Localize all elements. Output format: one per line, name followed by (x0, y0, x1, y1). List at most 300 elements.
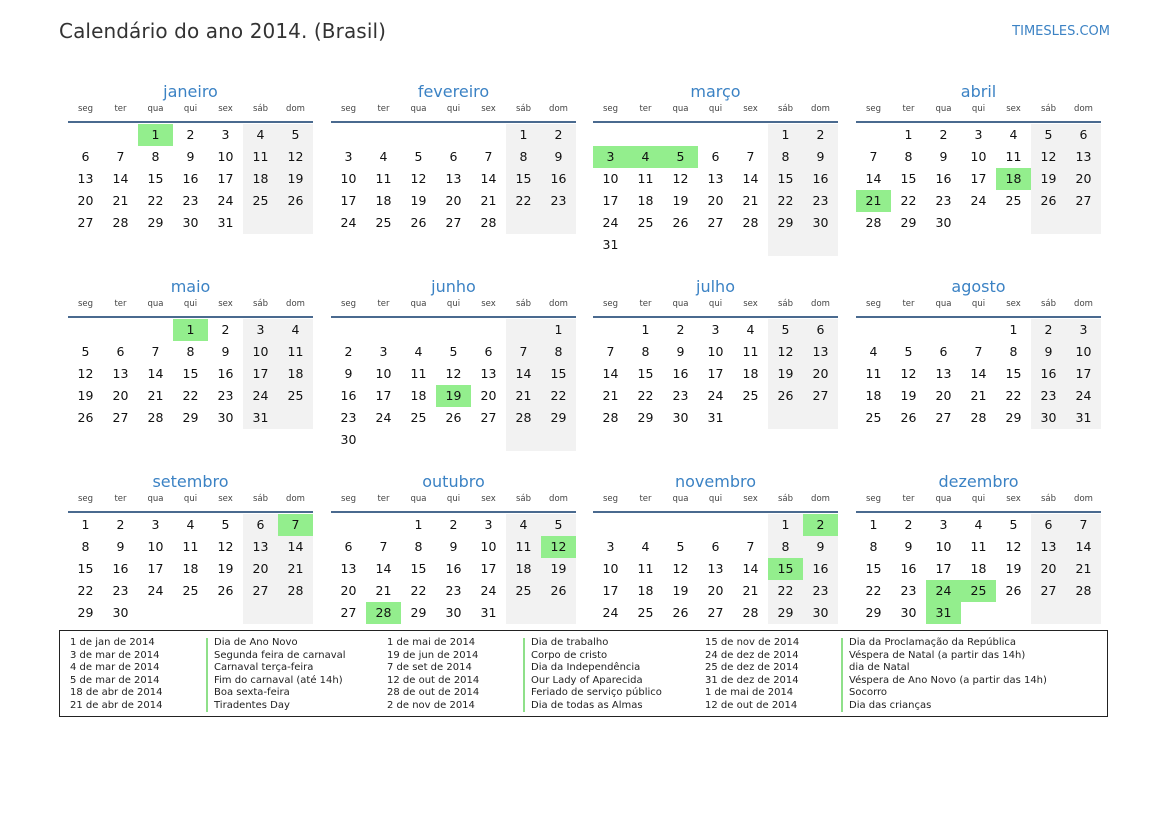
legend-date: 1 de jan de 2014 (70, 637, 155, 648)
day-cell: 26 (445, 410, 462, 425)
weekday-label: ter (377, 299, 390, 309)
day-cell: 21 (1075, 561, 1092, 576)
month-3 (856, 82, 1101, 234)
day-cell: 9 (221, 344, 230, 359)
day-cell: 30 (217, 410, 234, 425)
legend-date: 2 de nov de 2014 (387, 699, 475, 711)
day-cell: 31 (1075, 410, 1092, 425)
day-cell: 3 (344, 149, 353, 164)
weekday-label: qua (935, 104, 952, 114)
day-cell: 25 (637, 215, 654, 230)
header-rule (593, 511, 838, 513)
day-cell: 22 (182, 388, 199, 403)
day-cell: 5 (904, 344, 913, 359)
day-cell: 31 (217, 215, 234, 230)
weekday-label: sáb (1040, 299, 1057, 309)
weekday-label: qui (708, 104, 723, 114)
day-cell: 30 (672, 410, 689, 425)
weekday-label: sáb (252, 299, 269, 309)
header-rule (593, 316, 838, 318)
weekday-label: ter (377, 494, 390, 504)
day-cell: 26 (550, 583, 567, 598)
day-cell: 20 (1075, 171, 1092, 186)
day-cell: 16 (812, 561, 829, 576)
day-cell: 6 (449, 149, 458, 164)
day-cell: 26 (672, 605, 689, 620)
weekday-label: sáb (252, 494, 269, 504)
weekday-label: sex (1006, 494, 1021, 504)
day-cell: 27 (1075, 193, 1092, 208)
day-cell: 3 (711, 322, 720, 337)
day-cell: 20 (707, 193, 724, 208)
month-name: outubro (422, 472, 485, 491)
day-cell: 26 (900, 410, 917, 425)
legend-names (849, 637, 1047, 712)
header-rule (331, 316, 576, 318)
day-cell: 13 (445, 171, 462, 186)
day-cell: 15 (77, 561, 94, 576)
weekday-label: sex (218, 299, 233, 309)
day-cell: 1 (414, 517, 423, 532)
day-cell: 1 (1009, 322, 1018, 337)
day-cell: 1 (781, 517, 790, 532)
day-cell: 3 (939, 517, 948, 532)
holiday-day-cell: 21 (856, 190, 891, 212)
legend-color-bar (841, 638, 843, 712)
legend-holiday-name: Socorro (849, 687, 888, 698)
day-cell: 4 (1009, 127, 1018, 142)
day-cell: 12 (900, 366, 917, 381)
day-cell: 17 (480, 561, 497, 576)
month-name: setembro (152, 472, 229, 491)
holiday-day-cell: 31 (926, 602, 961, 624)
day-cell: 27 (340, 605, 357, 620)
day-cell: 20 (77, 193, 94, 208)
header-rule (331, 511, 576, 513)
day-cell: 14 (480, 171, 497, 186)
legend-holiday-name: Dia de trabalho (531, 637, 609, 648)
weekday-label: dom (286, 104, 305, 114)
day-cell: 10 (707, 344, 724, 359)
day-cell: 4 (746, 322, 755, 337)
legend-dates (387, 637, 479, 712)
legend-holiday-name: Corpo de cristo (531, 649, 608, 661)
day-cell: 11 (1005, 149, 1022, 164)
month-name: fevereiro (417, 82, 490, 101)
day-cell: 16 (445, 561, 462, 576)
weekday-label: ter (639, 104, 652, 114)
day-cell: 12 (445, 366, 462, 381)
day-cell: 15 (777, 171, 794, 186)
weekday-label: qui (446, 104, 461, 114)
legend-holiday-name: Carnaval terça-feira (214, 662, 314, 673)
day-cell: 3 (151, 517, 160, 532)
day-cell: 21 (147, 388, 164, 403)
day-cell: 26 (77, 410, 94, 425)
day-cell: 27 (812, 388, 829, 403)
month-0 (68, 82, 313, 234)
legend-holiday-name: dia de Natal (849, 662, 910, 673)
brand-link[interactable]: TIMESLES.COM (1012, 24, 1110, 39)
day-cell: 26 (410, 215, 427, 230)
day-cell: 11 (515, 539, 532, 554)
legend-date: 1 de mai de 2014 (387, 637, 476, 648)
header-rule (68, 121, 313, 123)
day-cell: 5 (781, 322, 790, 337)
day-cell: 17 (602, 193, 619, 208)
day-cell: 18 (410, 388, 427, 403)
day-cell: 23 (812, 583, 829, 598)
day-cell: 11 (182, 539, 199, 554)
day-cell: 10 (935, 539, 952, 554)
day-cell: 27 (77, 215, 94, 230)
weekday-label: seg (602, 494, 619, 504)
day-cell: 7 (379, 539, 388, 554)
holiday-day-cell: 7 (278, 514, 313, 536)
day-cell: 19 (287, 171, 304, 186)
day-cell: 15 (147, 171, 164, 186)
day-cell: 27 (1040, 583, 1057, 598)
holiday-day-cell: 19 (436, 385, 471, 407)
day-cell: 22 (147, 193, 164, 208)
day-cell: 6 (939, 344, 948, 359)
day-cell: 10 (252, 344, 269, 359)
day-cell: 16 (217, 366, 234, 381)
weekday-label: dom (811, 104, 830, 114)
weekday-label: dom (811, 299, 830, 309)
day-cell: 25 (252, 193, 269, 208)
day-cell: 1 (904, 127, 913, 142)
day-cell: 7 (116, 149, 125, 164)
day-cell: 9 (816, 539, 825, 554)
day-cell: 3 (974, 127, 983, 142)
day-cell: 7 (151, 344, 160, 359)
day-cell: 12 (1005, 539, 1022, 554)
day-cell: 4 (291, 322, 300, 337)
day-cell: 30 (340, 432, 357, 447)
day-cell: 11 (410, 366, 427, 381)
legend-holiday-name: Véspera de Natal (a partir das 14h) (849, 649, 1026, 661)
day-cell: 15 (182, 366, 199, 381)
day-cell: 30 (900, 605, 917, 620)
day-cell: 5 (449, 344, 458, 359)
legend-date: 4 de mar de 2014 (70, 662, 160, 673)
weekday-label: sáb (1040, 494, 1057, 504)
weekday-label: qua (147, 494, 164, 504)
header-rule (331, 121, 576, 123)
weekday-label: qui (183, 299, 198, 309)
day-cell: 7 (869, 149, 878, 164)
day-cell: 8 (1009, 344, 1018, 359)
day-cell: 29 (1005, 410, 1022, 425)
day-cell: 6 (816, 322, 825, 337)
day-cell: 12 (1040, 149, 1057, 164)
legend-holiday-name: Véspera de Ano Novo (a partir das 14h) (849, 674, 1047, 686)
day-cell: 3 (221, 127, 230, 142)
day-cell: 13 (340, 561, 357, 576)
day-cell: 19 (410, 193, 427, 208)
day-cell: 10 (480, 539, 497, 554)
weekday-label: sáb (515, 494, 532, 504)
day-cell: 9 (116, 539, 125, 554)
day-cell: 2 (939, 127, 948, 142)
day-cell: 11 (637, 171, 654, 186)
holiday-day-cell: 1 (138, 124, 173, 146)
day-cell: 10 (602, 171, 619, 186)
day-cell: 16 (550, 171, 567, 186)
day-cell: 15 (515, 171, 532, 186)
day-cell: 8 (414, 539, 423, 554)
day-cell: 17 (217, 171, 234, 186)
weekday-label: seg (602, 299, 619, 309)
day-cell: 10 (1075, 344, 1092, 359)
weekday-label: sáb (252, 104, 269, 114)
day-cell: 2 (116, 517, 125, 532)
day-cell: 8 (869, 539, 878, 554)
holiday-day-cell: 5 (663, 146, 698, 168)
legend-date: 28 de out de 2014 (387, 687, 480, 698)
weekday-label: qua (410, 494, 427, 504)
day-cell: 28 (515, 410, 532, 425)
weekday-label: sex (1006, 104, 1021, 114)
day-cell: 1 (554, 322, 563, 337)
day-cell: 7 (606, 344, 615, 359)
legend-holiday-name: Dia de Ano Novo (214, 637, 298, 648)
day-cell: 18 (970, 561, 987, 576)
day-cell: 30 (812, 215, 829, 230)
day-cell: 12 (777, 344, 794, 359)
day-cell: 16 (672, 366, 689, 381)
day-cell: 14 (147, 366, 164, 381)
legend-holiday-name: Dia da Independência (531, 662, 641, 673)
day-cell: 30 (112, 605, 129, 620)
month-2 (593, 82, 838, 256)
month-5 (331, 277, 576, 451)
month-11 (856, 472, 1101, 624)
day-cell: 19 (900, 388, 917, 403)
day-cell: 15 (550, 366, 567, 381)
day-cell: 6 (484, 344, 493, 359)
day-cell: 18 (742, 366, 759, 381)
day-cell: 6 (116, 344, 125, 359)
day-cell: 26 (1005, 583, 1022, 598)
day-cell: 24 (375, 410, 392, 425)
header-rule (856, 511, 1101, 513)
day-cell: 24 (217, 193, 234, 208)
day-cell: 29 (777, 605, 794, 620)
day-cell: 13 (112, 366, 129, 381)
day-cell: 17 (1075, 366, 1092, 381)
day-cell: 18 (375, 193, 392, 208)
day-cell: 24 (602, 605, 619, 620)
day-cell: 20 (252, 561, 269, 576)
weekday-label: sex (218, 104, 233, 114)
holiday-legend (59, 630, 1108, 717)
day-cell: 23 (812, 193, 829, 208)
day-cell: 28 (742, 605, 759, 620)
day-cell: 13 (935, 366, 952, 381)
weekday-label: dom (549, 494, 568, 504)
day-cell: 29 (550, 410, 567, 425)
day-cell: 1 (781, 127, 790, 142)
day-cell: 27 (112, 410, 129, 425)
day-cell: 4 (641, 539, 650, 554)
day-cell: 2 (1044, 322, 1053, 337)
weekday-label: dom (1074, 299, 1093, 309)
day-cell: 31 (707, 410, 724, 425)
weekday-label: sex (743, 104, 758, 114)
weekday-label: sex (743, 299, 758, 309)
month-name: abril (960, 82, 997, 101)
day-cell: 27 (252, 583, 269, 598)
legend-date: 15 de nov de 2014 (705, 637, 800, 648)
day-cell: 13 (1075, 149, 1092, 164)
day-cell: 14 (970, 366, 987, 381)
day-cell: 18 (252, 171, 269, 186)
day-cell: 8 (186, 344, 195, 359)
legend-holiday-name: Tiradentes Day (214, 699, 290, 711)
day-cell: 23 (550, 193, 567, 208)
day-cell: 20 (340, 583, 357, 598)
day-cell: 2 (449, 517, 458, 532)
day-cell: 15 (637, 366, 654, 381)
day-cell: 7 (974, 344, 983, 359)
weekday-label: ter (377, 104, 390, 114)
day-cell: 26 (287, 193, 304, 208)
weekday-label: qua (147, 299, 164, 309)
day-cell: 10 (340, 171, 357, 186)
day-cell: 31 (602, 237, 619, 252)
day-cell: 8 (641, 344, 650, 359)
weekday-label: qua (147, 104, 164, 114)
day-cell: 13 (77, 171, 94, 186)
day-cell: 21 (480, 193, 497, 208)
day-cell: 19 (77, 388, 94, 403)
month-1 (331, 82, 576, 234)
weekday-label: sex (481, 299, 496, 309)
day-cell: 23 (182, 193, 199, 208)
month-name: março (690, 82, 741, 101)
legend-date: 12 de out de 2014 (387, 674, 480, 686)
day-cell: 6 (711, 539, 720, 554)
weekday-label: qui (708, 299, 723, 309)
weekday-label: qui (971, 299, 986, 309)
day-cell: 24 (147, 583, 164, 598)
weekday-label: seg (77, 494, 94, 504)
month-name: novembro (675, 472, 756, 491)
day-cell: 2 (554, 127, 563, 142)
weekday-label: qua (672, 299, 689, 309)
day-cell: 16 (900, 561, 917, 576)
day-cell: 23 (112, 583, 129, 598)
legend-date: 7 de set de 2014 (387, 662, 472, 673)
day-cell: 10 (147, 539, 164, 554)
month-name: agosto (951, 277, 1006, 296)
day-cell: 4 (519, 517, 528, 532)
day-cell: 10 (375, 366, 392, 381)
weekday-label: sex (481, 104, 496, 114)
legend-date: 19 de jun de 2014 (387, 649, 479, 661)
day-cell: 24 (970, 193, 987, 208)
day-cell: 17 (147, 561, 164, 576)
day-cell: 13 (1040, 539, 1057, 554)
day-cell: 25 (865, 410, 882, 425)
day-cell: 24 (707, 388, 724, 403)
day-cell: 27 (935, 410, 952, 425)
day-cell: 11 (252, 149, 269, 164)
weekday-label: seg (77, 299, 94, 309)
day-cell: 29 (147, 215, 164, 230)
day-cell: 30 (935, 215, 952, 230)
day-cell: 14 (602, 366, 619, 381)
day-cell: 6 (711, 149, 720, 164)
day-cell: 19 (672, 193, 689, 208)
day-cell: 13 (480, 366, 497, 381)
weekday-label: qui (971, 494, 986, 504)
day-cell: 3 (484, 517, 493, 532)
weekday-label: seg (865, 104, 882, 114)
weekday-label: dom (286, 299, 305, 309)
legend-holiday-name: Feriado de serviço público (531, 687, 662, 698)
day-cell: 31 (252, 410, 269, 425)
day-cell: 30 (812, 605, 829, 620)
day-cell: 20 (935, 388, 952, 403)
day-cell: 6 (81, 149, 90, 164)
day-cell: 7 (519, 344, 528, 359)
legend-holiday-name: Fim do carnaval (até 14h) (214, 674, 343, 686)
legend-date: 3 de mar de 2014 (70, 649, 160, 661)
day-cell: 28 (480, 215, 497, 230)
day-cell: 30 (182, 215, 199, 230)
day-cell: 22 (777, 583, 794, 598)
day-cell: 29 (900, 215, 917, 230)
weekday-label: qua (672, 104, 689, 114)
weekday-label: sex (743, 494, 758, 504)
holiday-day-cell: 1 (173, 319, 208, 341)
day-cell: 6 (1044, 517, 1053, 532)
day-cell: 21 (515, 388, 532, 403)
day-cell: 5 (414, 149, 423, 164)
day-cell: 3 (1079, 322, 1088, 337)
day-cell: 9 (344, 366, 353, 381)
day-cell: 20 (707, 583, 724, 598)
day-cell: 20 (1040, 561, 1057, 576)
day-cell: 13 (252, 539, 269, 554)
day-cell: 12 (672, 561, 689, 576)
day-cell: 27 (445, 215, 462, 230)
day-cell: 7 (746, 149, 755, 164)
month-name: junho (431, 277, 476, 296)
day-cell: 18 (515, 561, 532, 576)
day-cell: 4 (974, 517, 983, 532)
weekday-label: ter (114, 494, 127, 504)
day-cell: 18 (637, 193, 654, 208)
day-cell: 18 (287, 366, 304, 381)
day-cell: 3 (606, 539, 615, 554)
weekday-label: qui (446, 299, 461, 309)
legend-color-bar (523, 638, 525, 712)
header-rule (68, 511, 313, 513)
day-cell: 16 (340, 388, 357, 403)
day-cell: 24 (252, 388, 269, 403)
weekday-label: qua (935, 299, 952, 309)
legend-date: 18 de abr de 2014 (70, 687, 163, 698)
day-cell: 20 (445, 193, 462, 208)
day-cell: 25 (637, 605, 654, 620)
month-7 (856, 277, 1101, 429)
day-cell: 3 (256, 322, 265, 337)
day-cell: 8 (781, 539, 790, 554)
